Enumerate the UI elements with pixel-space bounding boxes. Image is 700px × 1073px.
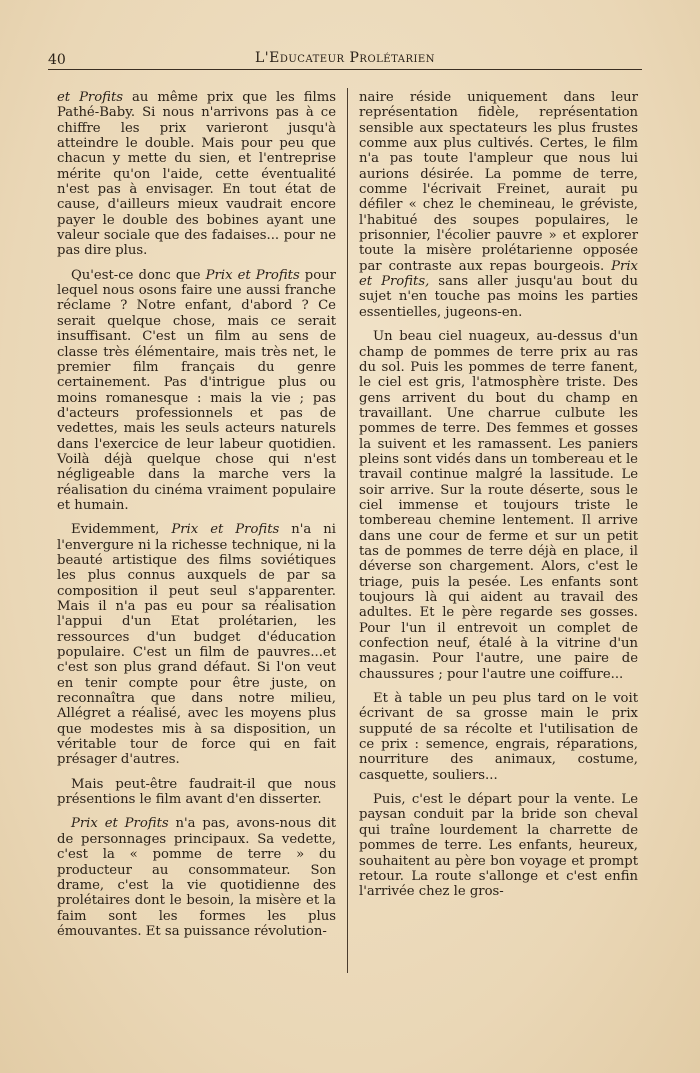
paragraph (359, 90, 638, 320)
paragraph: Mais peut-être faudrait-il que nous présentions le film avant d'en disserter. (57, 776, 336, 808)
column-divider (347, 88, 348, 973)
paragraph (57, 268, 336, 514)
paragraph: Un beau ciel nuageux, au-dessus d'un champ de pommes de terre prix au ras du sol. Puis les pommes de terre fanent, le ciel est gris, l'atmosphère triste. Des gens arrivent du bout du champ en travaillant. Une charrue culbute les pommes de terre. Des femmes et gosses la suivent et les ramassent. Les paniers pleins sont vidés dans un tombereau et le travail continue malgré la lassitude. Le soir arrive. Sur la route déserte, sous le ciel immense et toujours triste le tombereau chemine lentement. Il arrive dans une cour de ferme et sur un petit tas de pommes de terre déjà en place, il déverse son chargement. Alors, c'est le triage, puis la pesée. Les enfants sont toujours là qui aident au travail des adultes. Et le père regarde ses gosses. Pour l'un il entrevoit un complet de confection neuf, étalé à la vitrine d'un magasin. Pour l'autre, une paire de chaussures ; pour l'autre une coiffure... (359, 329, 638, 682)
paragraph (57, 522, 336, 768)
paragraph-text: n'a ni l'envergure ni la richesse technique, ni la beauté artistique des films soviétiques les plus connus auxquels de par sa composition il peut seul s'apparenter. Mais il n'a pas eu pour sa réalisation l'appui d'un Etat prolétarien, les ressources d'un budget d'éducation populaire. C'est un film de pauvres...et c'est son plus grand défaut. Si l'on veut en tenir compte pour être juste, on reconnaîtra que dans notre milieu, Allégret a réalisé, avec les moyens plus que modestes mis à sa disposition, un véritable tour de force qui en fait présager d'autres. (57, 522, 336, 768)
film-title: Prix et Profits, (359, 258, 638, 290)
paragraph-text: naire réside uniquement dans leur représentation fidèle, représentation sensible aux spectateurs les plus frustes comme aux plus cultivés. Certes, le film n'a pas toute l'ampleur que nous lui aurions désirée. La pomme de terre, comme l'écrivait Freinet, aurait pu défiler « chez le chemineau, le gréviste, l'habitué des soupes populaires, le prisonnier, l'écolier pauvre » et explorer toute la misère prolétarienne opposée par contraste aux repas bourgeois. (359, 90, 638, 274)
film-title: Prix et Profits (171, 522, 280, 538)
paragraph-text: au même prix que les films Pathé-Baby. Si nous n'arrivons pas à ce chiffre les prix varieront jusqu'à atteindre le double. Mais pour peu que chacun y mette du sien, et l'entreprise mérite qu'on l'aide, cette éventualité n'est pas à envisager. En tout état de cause, d'ailleurs mieux vaudrait encore payer le double des bobines ayant une valeur sociale que des fadaises... pour ne pas dire plus. (57, 90, 336, 259)
paragraph-text: Qu'est-ce donc que (71, 267, 206, 283)
paragraph-text: n'a pas, avons-nous dit de personnages principaux. Sa vedette, c'est la « pomme de terre » du producteur au consommateur. Son drame, c'est la vie quotidienne des prolétaires dont le besoin, la misère et la faim sont les formes les plus émouvantes. Et sa puissance révolution- (57, 816, 336, 939)
left-column (57, 90, 336, 948)
page-number: 40 (48, 52, 66, 68)
header-rule (48, 69, 642, 70)
paragraph-text: Evidemment, (71, 522, 172, 538)
film-title: Prix et Profits (71, 816, 169, 832)
right-column (359, 90, 638, 909)
running-title: L'Educateur Prolétarien (255, 50, 435, 66)
paragraph-text: sans aller jusqu'au bout du sujet n'en touche pas moins les parties essentielles, jugeons-en. (359, 274, 639, 320)
paragraph: Et à table un peu plus tard on le voit écrivant de sa grosse main le prix supputé de sa récolte et l'utilisation de ce prix : semence, engrais, réparations, nourriture des animaux, costume, casquette, souliers... (359, 691, 638, 783)
paragraph (57, 816, 336, 939)
film-title: et Profits (57, 90, 124, 105)
paragraph: Puis, c'est le départ pour la vente. Le paysan conduit par la bride son cheval qui traîne lourdement la charrette de pommes de terre. Les enfants, heureux, souhaitent au père bon voyage et prompt retour. La route s'allonge et c'est enfin l'arrivée chez le gros- (359, 792, 638, 900)
paragraph-text: pour lequel nous osons faire une aussi franche réclame ? Notre enfant, d'abord ? Ce serait quelque chose, mais ce serait insuffisant. C'est un film au sens de classe très élémentaire, mais très net, le premier film français du genre certainement. Pas d'intrigue plus ou moins romanesque : mais la vie ; pas d'acteurs professionnels et pas de vedettes, mais les seuls acteurs naturels dans l'exercice de leur labeur quotidien. Voilà déjà quelque chose qui n'est négligeable dans la marche vers la réalisation du cinéma vraiment populaire et humain. (57, 267, 336, 513)
film-title: Prix et Profits (205, 267, 300, 283)
paragraph (57, 90, 336, 259)
